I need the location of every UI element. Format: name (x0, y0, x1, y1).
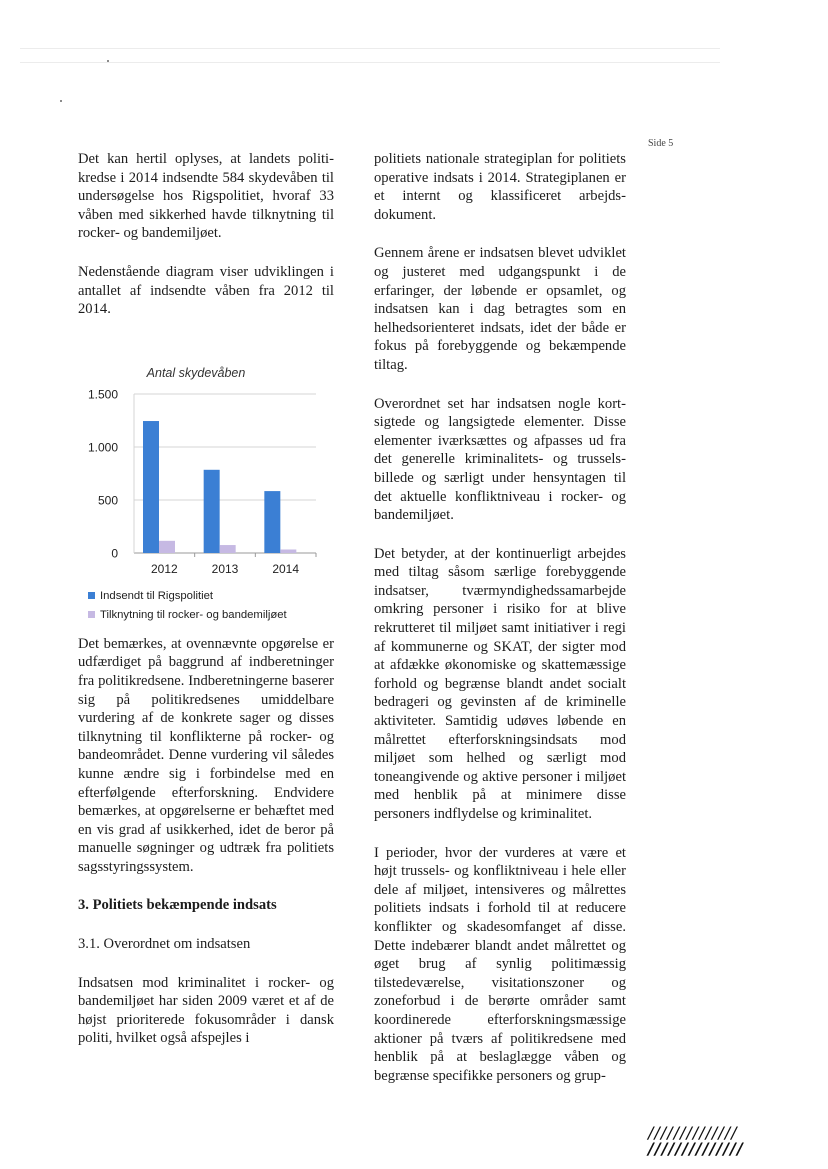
bar-tilknytning-2012 (159, 541, 175, 553)
footer-marks-top: ////////////// (648, 1123, 738, 1142)
y-tick-label: 1.500 (87, 387, 118, 402)
scan-speck (107, 60, 109, 62)
legend-swatch (88, 611, 95, 618)
paragraph: Det bemærkes, at ovennævnte opgørelse er udfærdiget på baggrund af indberetninger fra politikredsene. Indberetningerne baserer sig på politikredsenes umiddelbare vurdering af de konkrete sager og disses tilknytning til konflikterne på rocker- og bandeområdet. Denne vurdering vil således kunne ændre sig i forbindelse med en efterfølgende efterforskning. Endvidere bemærkes, at opgørelserne er behæftet med en vis grad af usikkerhed, idet de beror på manuelle søgninger og udtræk fra politiets sagsstyringssystem. (78, 635, 334, 875)
weapons-chart (78, 339, 334, 621)
scan-speck (60, 100, 62, 102)
y-tick-label: 1.000 (87, 440, 118, 455)
header-rule-bottom (20, 62, 720, 63)
bar-tilknytning-2014 (280, 549, 296, 552)
y-tick-label: 500 (97, 493, 118, 508)
bar-indsendt-2013 (204, 470, 220, 553)
paragraph: Overordnet set har indsatsen nogle kortsigtede og langsigtede elementer. Disse elementer iværksættes og afpasses ud fra det generelle kriminalitets- og trusselsbillede og særligt under hensyntagen til det aktuelle konfliktniveau i rocker- og bandemiljøet. (374, 395, 626, 524)
section-heading: 3. Politiets bekæmpende indsats (78, 897, 277, 914)
bar-indsendt-2012 (143, 421, 159, 553)
subsection-heading: 3.1. Overordnet om indsatsen (78, 936, 251, 953)
page-number: Side 5 (648, 138, 674, 149)
right-column (374, 150, 626, 1105)
paragraph: I perioder, hvor der vurderes at være et højt trussels- og konfliktniveau i hele eller dele af miljøet, intensiveres og målrettes politiets indsats i forhold til at reducere konflikter og skadesomfanget af disse. Dette indebærer blandt andet målrettet og øget brug af synlig politimæssig tilstedeværelse, visitationszoner og zoneforbud i de berørte områder samt koordinerede efterforskningsmæssige aktioner på tværs af politikredsene med henblik på at beslaglægge våben og begrænse specifikke personers og grup- (374, 844, 626, 1084)
paragraph: politiets nationale strategiplan for politiets operative indsats i 2014. Strategiplanen er et internt og klassificeret arbejdsdokument. (374, 151, 626, 223)
left-column (78, 150, 334, 1068)
bar-indsendt-2014 (264, 491, 280, 553)
chart-svg (78, 339, 334, 621)
legend-swatch (88, 592, 95, 599)
paragraph: Nedenstående diagram viser udviklingen i antallet af indsendte våben fra 2012 til 2014. (78, 263, 334, 318)
x-tick-label: 2013 (211, 561, 239, 576)
x-tick-label: 2012 (150, 561, 178, 576)
footer-marks-bottom: ////////////// (648, 1139, 744, 1158)
legend-label: Tilknytning til rocker- og bandemiljøet (100, 608, 287, 621)
paragraph: Det betyder, at der kontinuerligt arbejdes med tiltag såsom særlige forebyggende indsatser, tværmyndighedssamarbejde omkring personer i risiko for at blive rekrutteret til miljøet samt initiativer i regi af kommunerne og SKAT, der sigter mod at afdække økonomiske og skattemæssige forhold og begrænse blandt andet socialt bedrageri og gevinsten af de kriminelle aktiviteter. Samtidig udøves løbende en målrettet efterforskningsindsats mod miljøet som helhed og særligt mod toneangivende og aktive personer i miljøet med henblik på at minimere disse personers indflydelse og kriminalitet. (374, 545, 626, 822)
y-tick-label: 0 (111, 546, 118, 561)
paragraph: Det kan hertil oplyses, at landets politikredse i 2014 indsendte 584 skydevåben til undersøgelse hos Rigspolitiet, hvoraf 33 våben med sikkerhed havde tilknytning til rocker- og bandemiljøet. (78, 151, 334, 242)
footer-marks (648, 1125, 744, 1157)
bar-tilknytning-2013 (220, 545, 236, 553)
chart-title: Antal skydevåben (146, 365, 246, 380)
header-rule-top (20, 48, 720, 49)
legend-label: Indsendt til Rigspolitiet (100, 589, 214, 602)
x-tick-label: 2014 (272, 561, 300, 576)
paragraph: Indsatsen mod kriminalitet i rocker- og bandemiljøet har siden 2009 været et af de højst prioriterede fokusområder i dansk politi, hvilket også afspejles i (78, 974, 334, 1047)
paragraph: Gennem årene er indsatsen blevet udviklet og justeret med udgangspunkt i de erfaringer, der løbende er opsamlet, og indsatsen kan i dag betragtes som en helhedsorienteret indsats, idet der både er fokus på forebyggende og bekæmpende tiltag. (374, 245, 626, 373)
